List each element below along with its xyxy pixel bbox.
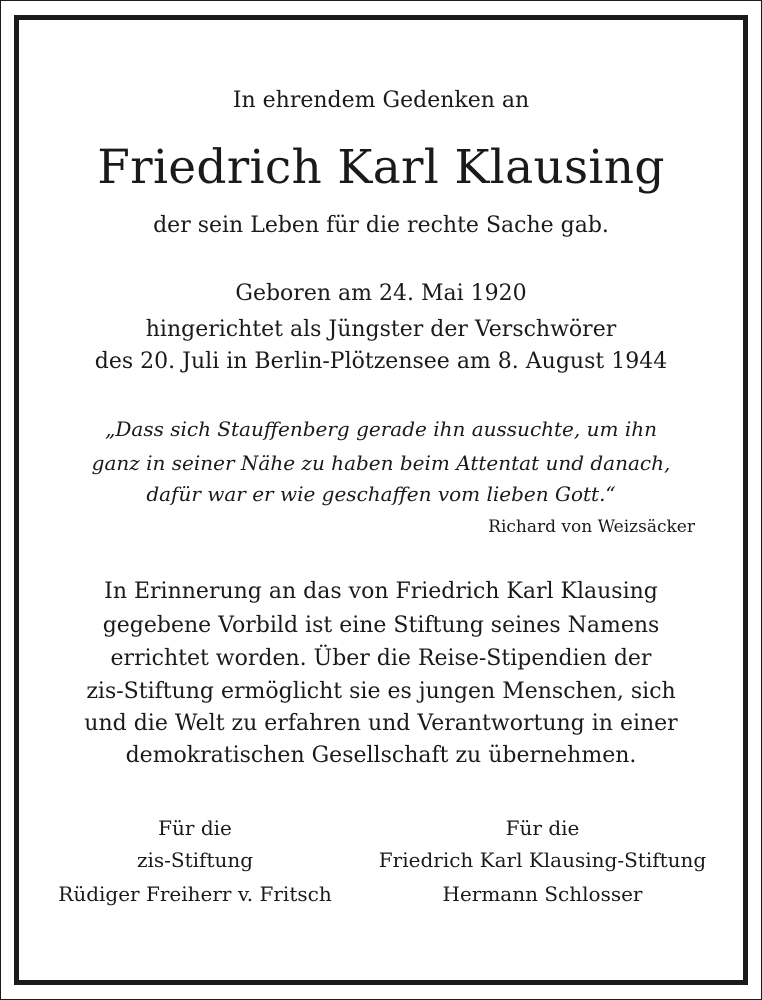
signature-left-person: Rüdiger Freiherr v. Fritsch <box>58 882 332 906</box>
execution-line-1: hingerichtet als Jüngster der Verschwörer <box>145 317 617 342</box>
execution-line-2: des 20. Juli in Berlin-Plötzensee am 8. August 1944 <box>94 349 668 374</box>
paragraph-line-5: und die Welt zu erfahren und Verantwortung in einer <box>84 711 678 736</box>
signature-right-for: Für die <box>505 816 580 840</box>
quote-line-2: ganz in seiner Nähe zu haben beim Attentat und danach, <box>91 451 671 475</box>
dedication-text: der sein Leben für die rechte Sache gab. <box>153 213 609 238</box>
quote-author: Richard von Weizsäcker <box>488 517 695 537</box>
signature-right-org: Friedrich Karl Klausing-Stiftung <box>378 848 707 872</box>
quote-line-3: dafür war er wie geschaffen vom lieben Gott.“ <box>146 482 616 506</box>
signature-left-for: Für die <box>158 816 232 840</box>
quote-line-1: „Dass sich Stauffenberg gerade ihn aussuchte, um ihn <box>105 417 657 441</box>
intro-text: In ehrendem Gedenken an <box>232 88 530 113</box>
paragraph-line-1: In Erinnerung an das von Friedrich Karl Klausing <box>104 579 658 604</box>
paragraph-line-6: demokratischen Gesellschaft zu übernehmen. <box>125 743 637 768</box>
signature-left-org: zis-Stiftung <box>136 848 254 872</box>
signature-right-person: Hermann Schlosser <box>442 882 643 906</box>
paragraph-line-4: zis-Stiftung ermöglicht sie es jungen Menschen, sich <box>86 679 676 704</box>
paragraph-line-2: gegebene Vorbild ist eine Stiftung seines Namens <box>102 613 660 638</box>
birth-date: Geboren am 24. Mai 1920 <box>235 281 527 306</box>
deceased-name: Friedrich Karl Klausing <box>97 140 665 195</box>
paragraph-line-3: errichtet worden. Über die Reise-Stipendien der <box>110 646 652 671</box>
